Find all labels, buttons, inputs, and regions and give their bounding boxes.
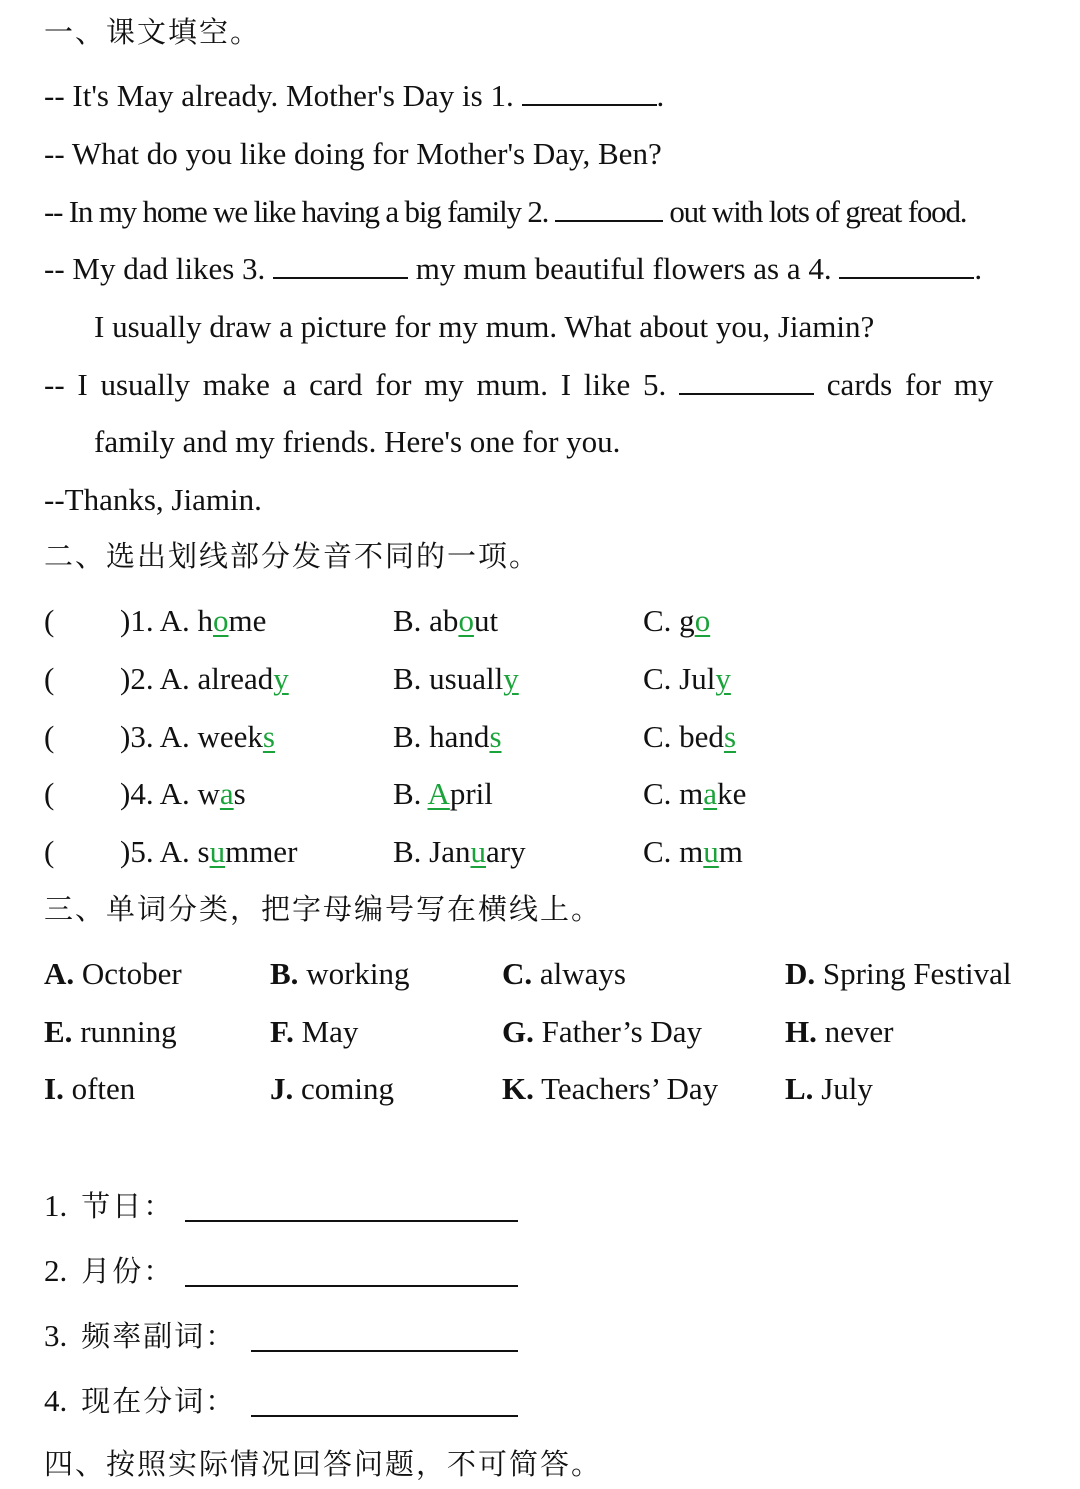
option-b-4: B. April bbox=[393, 776, 493, 811]
underlined-sound: a bbox=[703, 776, 718, 811]
option-b-5: B. January bbox=[393, 834, 526, 869]
answer-line[interactable] bbox=[251, 1415, 518, 1417]
underlined-sound: A bbox=[427, 776, 450, 811]
underlined-sound: u bbox=[209, 834, 226, 869]
option-c-5: C. mum bbox=[643, 834, 743, 869]
underlined-sound: y bbox=[273, 661, 289, 696]
fill-blank-5[interactable] bbox=[679, 369, 814, 395]
answer-paren-5[interactable]: ( bbox=[44, 834, 55, 869]
underlined-sound: s bbox=[489, 719, 502, 754]
underlined-sound: y bbox=[715, 661, 731, 696]
answer-line[interactable] bbox=[185, 1220, 518, 1222]
underlined-sound: o bbox=[458, 603, 474, 638]
fill-blank-2[interactable] bbox=[555, 196, 663, 222]
dialogue-line-7: family and my friends. Here's one for you. bbox=[94, 424, 621, 459]
answer-line[interactable] bbox=[185, 1285, 518, 1287]
section1-heading: 一、课文填空。 bbox=[44, 15, 262, 49]
underlined-sound: y bbox=[503, 661, 519, 696]
dialogue-line-5: I usually draw a picture for my mum. What about you, Jiamin? bbox=[94, 309, 875, 344]
answer-line[interactable] bbox=[251, 1350, 518, 1352]
word-option: C. always bbox=[502, 956, 626, 991]
underlined-sound: u bbox=[470, 834, 486, 869]
section4-heading: 四、按照实际情况回答问题，不可简答。 bbox=[44, 1447, 603, 1481]
option-b-2: B. usually bbox=[393, 661, 519, 696]
word-option: H. never bbox=[785, 1014, 894, 1049]
word-option: B. working bbox=[270, 956, 410, 991]
category-label: 3. 频率副词： bbox=[44, 1318, 237, 1353]
word-option: A. October bbox=[44, 956, 182, 991]
dialogue-line-6: -- I usually make a card for my mum. I like 5. cards for my bbox=[44, 367, 994, 402]
answer-paren-3[interactable]: ( bbox=[44, 719, 55, 754]
category-label: 4. 现在分词： bbox=[44, 1383, 237, 1418]
option-b-3: B. hands bbox=[393, 719, 502, 754]
option-c-1: C. go bbox=[643, 603, 711, 638]
word-option: E. running bbox=[44, 1014, 177, 1049]
dialogue-line-1: -- It's May already. Mother's Day is 1. . bbox=[44, 78, 665, 113]
dialogue-line-4: -- My dad likes 3. my mum beautiful flowers as a 4. . bbox=[44, 251, 983, 286]
dialogue-line-3: -- In my home we like having a big family 2. out with lots of great food. bbox=[44, 194, 967, 229]
word-option: K. Teachers’ Day bbox=[502, 1071, 719, 1106]
section3-heading: 三、单词分类，把字母编号写在横线上。 bbox=[44, 892, 603, 926]
fill-blank-3[interactable] bbox=[273, 253, 408, 279]
underlined-sound: s bbox=[723, 719, 737, 754]
option-c-4: C. make bbox=[643, 776, 747, 811]
word-option: G. Father’s Day bbox=[502, 1014, 703, 1049]
option-a-5: )5. A. summer bbox=[120, 834, 298, 869]
option-c-2: C. July bbox=[643, 661, 731, 696]
word-option: L. July bbox=[785, 1071, 873, 1106]
answer-paren-4[interactable]: ( bbox=[44, 776, 55, 811]
option-a-2: )2. A. already bbox=[120, 661, 289, 696]
answer-paren-2[interactable]: ( bbox=[44, 661, 55, 696]
category-label: 2. 月份： bbox=[44, 1253, 175, 1288]
fill-blank-1[interactable] bbox=[522, 80, 657, 106]
fill-blank-4[interactable] bbox=[839, 253, 974, 279]
underlined-sound: o bbox=[694, 603, 711, 638]
word-option: F. May bbox=[270, 1014, 359, 1049]
section2-heading: 二、选出划线部分发音不同的一项。 bbox=[44, 539, 541, 573]
word-option: I. often bbox=[44, 1071, 136, 1106]
word-option: J. coming bbox=[270, 1071, 394, 1106]
word-option: D. Spring Festival bbox=[785, 956, 1012, 991]
dialogue-line-2: -- What do you like doing for Mother's Day, Ben? bbox=[44, 136, 662, 171]
underlined-sound: s bbox=[262, 719, 275, 754]
option-a-3: )3. A. weeks bbox=[120, 719, 275, 754]
option-b-1: B. about bbox=[393, 603, 499, 638]
underlined-sound: a bbox=[219, 776, 234, 811]
dialogue-line-8: --Thanks, Jiamin. bbox=[44, 482, 262, 517]
underlined-sound: o bbox=[213, 603, 229, 638]
option-a-1: )1. A. home bbox=[120, 603, 267, 638]
answer-paren-1[interactable]: ( bbox=[44, 603, 55, 638]
option-a-4: )4. A. was bbox=[120, 776, 246, 811]
category-label: 1. 节日： bbox=[44, 1188, 175, 1223]
option-c-3: C. beds bbox=[643, 719, 737, 754]
underlined-sound: u bbox=[703, 834, 719, 869]
